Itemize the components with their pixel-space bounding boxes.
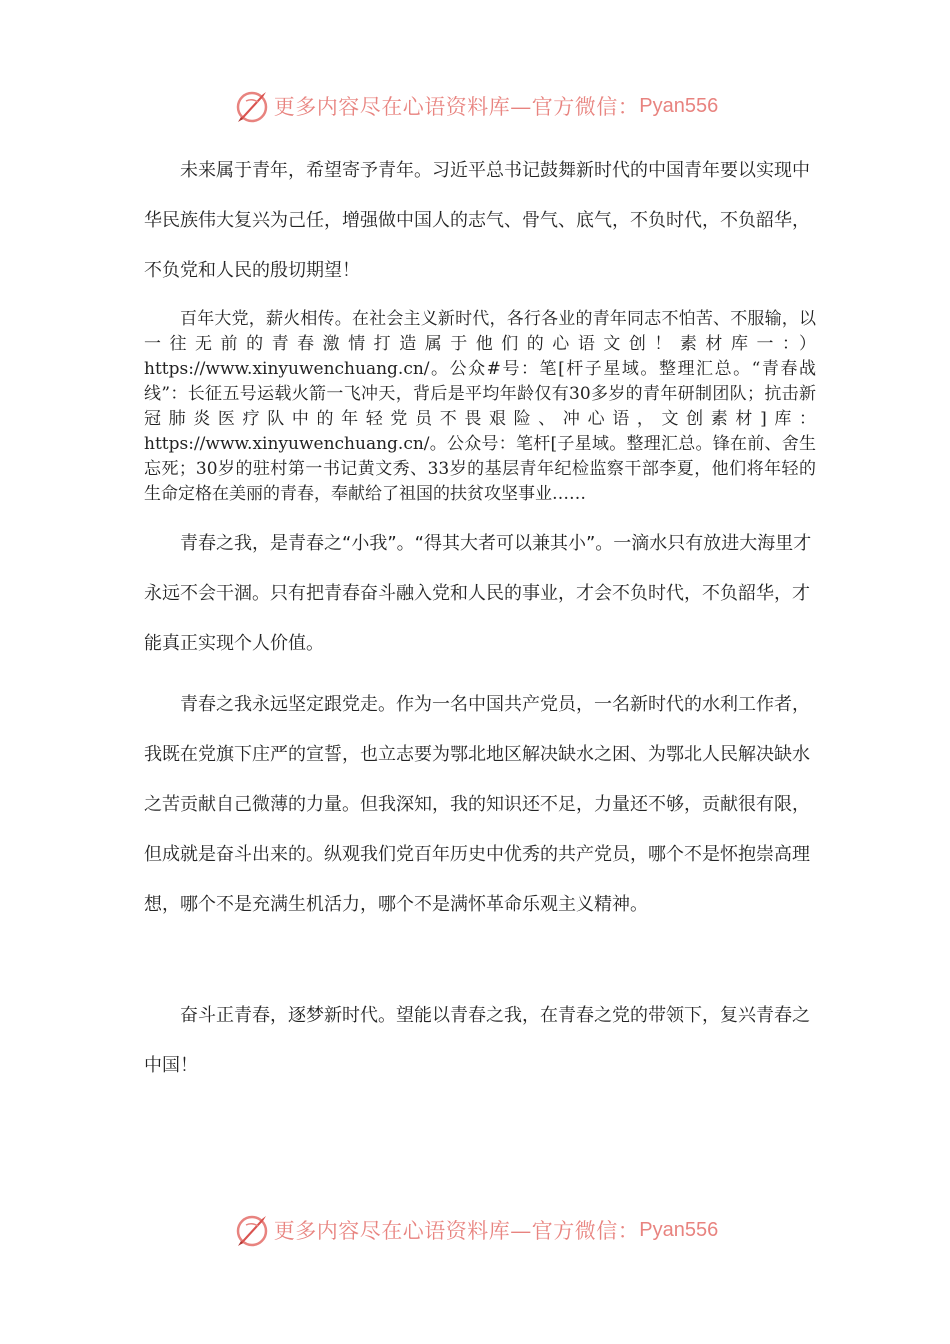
pen-logo-icon [232,1210,272,1250]
header-wechat-id: Pyan556 [639,94,719,117]
paragraph-2: 百年大党，薪火相传。在社会主义新时代，各行各业的青年同志不怕苦、不服输，以一往无前的青春激情打造属于他们的心语文创！素材库一：）https://www.xinyuwenchuang.cn/。公众#号：笔[杆子星域。整理汇总。“青春战线”：长征五号运载火箭一飞冲天，背后是平均年龄仅有30多岁的青年研制团队；抗击新冠肺炎医疗队中的年轻党员不畏艰险、冲心语，文创素材]库：https://www.xinyuwenchuang.cn/。公众号：笔杆[子星域。整理汇总。锋在前、舍生忘死；30岁的驻村第一书记黄文秀、33岁的基层青年纪检监察干部李夏，他们将年轻的生命定格在美丽的青春，奉献给了祖国的扶贫攻坚事业…… [144,309,816,504]
footer-watermark-text: 更多内容尽在心语资料库—官方微信： [273,1219,640,1243]
header-watermark [0,84,950,128]
footer-wechat-id: Pyan556 [639,1218,719,1241]
footer-watermark [0,1208,950,1252]
paragraph-4: 青春之我永远坚定跟党走。作为一名中国共产党员，一名新时代的水利工作者，我既在党旗下庄严的宣誓，也立志要为鄂北地区解决缺水之困、为鄂北人民解决缺水之苦贡献自己微薄的力量。但我深知，我的知识还不足，力量还不够，贡献很有限，但成就是奋斗出来的。纵观我们党百年历史中优秀的共产党员，哪个不是怀抱崇高理想，哪个不是充满生机活力，哪个不是满怀革命乐观主义精神。 [144,694,810,915]
paragraph-5: 奋斗正青春，逐梦新时代。望能以青春之我，在青春之党的带领下，复兴青春之中国！ [144,1005,810,1076]
paragraph-1: 未来属于青年，希望寄予青年。习近平总书记鼓舞新时代的中国青年要以实现中华民族伟大复兴为己任，增强做中国人的志气、骨气、底气，不负时代，不负韶华，不负党和人民的殷切期望！ [144,160,810,281]
paragraph-3: 青春之我，是青春之“小我”。“得其大者可以兼其小”。一滴水只有放进大海里才永远不会干涸。只有把青春奋斗融入党和人民的事业，才会不负时代，不负韶华，才能真正实现个人价值。 [144,533,812,654]
pen-logo-icon [232,86,272,126]
header-watermark-text: 更多内容尽在心语资料库—官方微信： [273,95,640,119]
